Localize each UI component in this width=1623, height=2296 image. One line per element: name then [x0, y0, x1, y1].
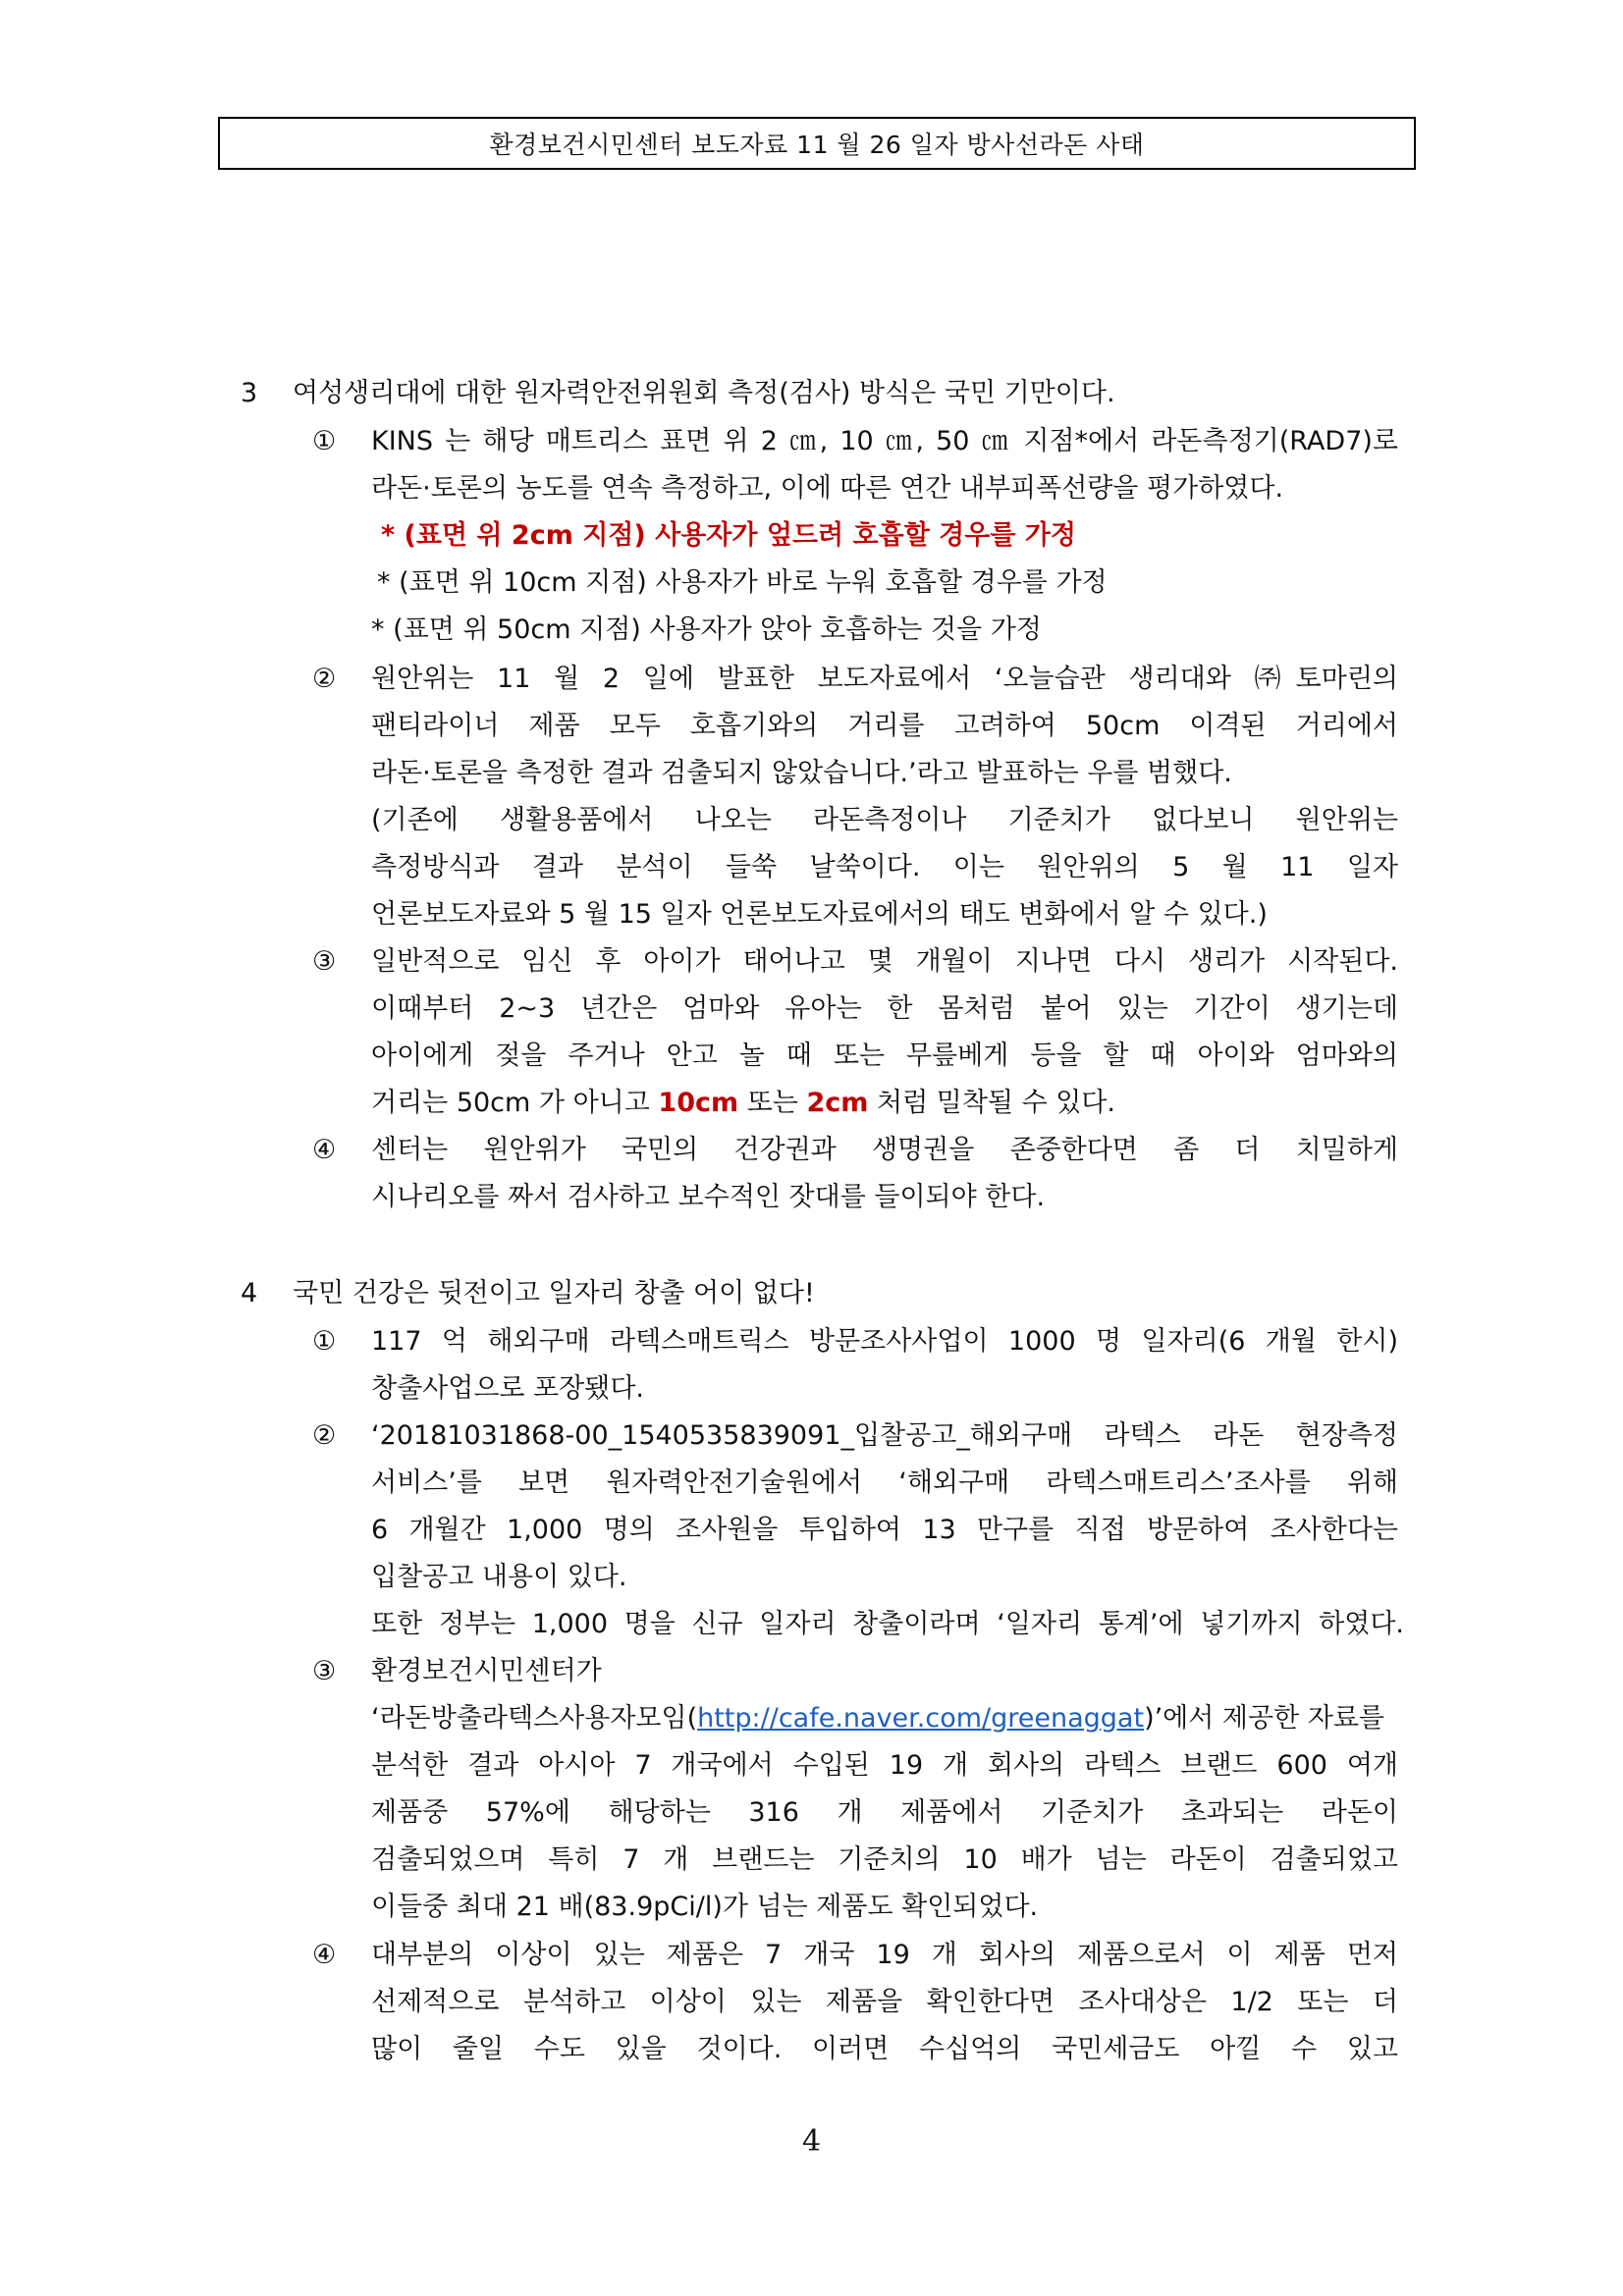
section-3-number: 3	[241, 378, 258, 408]
paragraph-line: 창출사업으로 포장됐다.	[371, 1373, 644, 1404]
paragraph-line: 제품중 57%에 해당하는 316 개 제품에서 기준치가 초과되는 라돈이	[371, 1797, 1398, 1828]
item-marker: ①	[312, 1326, 337, 1357]
paragraph-line: ‘20181031868-00_1540535839091_입찰공고_해외구매 라텍스 라돈 현장측정	[371, 1420, 1398, 1451]
note-line: * (표면 위 10cm 지점) 사용자가 바로 누워 호흡할 경우를 가정	[377, 567, 1108, 598]
cafe-link[interactable]: http://cafe.naver.com/greenaggat	[697, 1703, 1145, 1734]
paragraph-line: 대부분의 이상이 있는 제품은 7 개국 19 개 회사의 제품으로서 이 제품 먼저	[371, 1940, 1398, 1970]
item-marker: ②	[312, 664, 337, 694]
item-marker: ④	[312, 1940, 337, 1970]
section-4-heading: 국민 건강은 뒷전이고 일자리 창출 어이 없다!	[293, 1278, 815, 1308]
section-4-number: 4	[241, 1278, 258, 1308]
paragraph-line: 팬티라이너 제품 모두 호흡기와의 거리를 고려하여 50cm 이격된 거리에서	[371, 711, 1398, 741]
paragraph-line: 검출되었으며 특히 7 개 브랜드는 기준치의 10 배가 넘는 라돈이 검출되었고	[371, 1844, 1398, 1875]
paragraph-line: 117 억 해외구매 라텍스매트릭스 방문조사사업이 1000 명 일자리(6 개월 한시)	[371, 1326, 1398, 1357]
item-marker: ②	[312, 1420, 337, 1451]
paragraph-line: 아이에게 젖을 주거나 안고 놀 때 또는 무릎베게 등을 할 때 아이와 엄마와의	[371, 1041, 1398, 1071]
paragraph-line: 라돈·토론을 측정한 결과 검출되지 않았습니다.’라고 발표하는 우를 범했다.	[371, 758, 1232, 788]
text-segment: 처럼 밀착될 수 있다.	[868, 1088, 1115, 1118]
paragraph-line: 많이 줄일 수도 있을 것이다. 이러면 수십억의 국민세금도 아낄 수 있고	[371, 2034, 1398, 2064]
paragraph-line: 센터는 원안위가 국민의 건강권과 생명권을 존중한다면 좀 더 치밀하게	[371, 1135, 1398, 1165]
paragraph-line: 선제적으로 분석하고 이상이 있는 제품을 확인한다면 조사대상은 1/2 또는 더	[371, 1987, 1398, 2017]
paragraph-line: 라돈·토론의 농도를 연속 측정하고, 이에 따른 연간 내부피폭선량을 평가하였다.	[371, 473, 1284, 504]
paragraph-line: (기존에 생활용품에서 나오는 라돈측정이나 기준치가 없다보니 원안위는	[371, 805, 1398, 835]
paragraph-line: 일반적으로 임신 후 아이가 태어나고 몇 개월이 지나면 다시 생리가 시작된다.	[371, 946, 1398, 977]
page-number: 4	[801, 2124, 822, 2159]
item-marker: ③	[312, 1656, 337, 1686]
paragraph-line: 측정방식과 결과 분석이 들쑥 날쑥이다. 이는 원안위의 5 월 11 일자	[371, 852, 1398, 882]
item-marker: ③	[312, 946, 337, 977]
paragraph-line: 입찰공고 내용이 있다.	[371, 1562, 627, 1592]
paragraph-line: KINS 는 해당 매트리스 표면 위 2 ㎝, 10 ㎝, 50 ㎝ 지점*에서 라돈측정기(RAD7)로	[371, 426, 1398, 456]
highlight-10cm: 10cm	[658, 1088, 739, 1118]
text-segment: ‘라돈방출라텍스사용자모임(	[371, 1703, 698, 1734]
paragraph-line: 서비스’를 보면 원자력안전기술원에서 ‘해외구매 라텍스매트리스’조사를 위해	[371, 1468, 1398, 1498]
paragraph-line: 분석한 결과 아시아 7 개국에서 수입된 19 개 회사의 라텍스 브랜드 600 여개	[371, 1750, 1398, 1781]
text-segment: 거리는 50cm 가 아니고	[371, 1088, 659, 1118]
note-line-highlight: * (표면 위 2cm 지점) 사용자가 엎드려 호흡할 경우를 가정	[381, 520, 1076, 551]
paragraph-line: 환경보건시민센터가	[371, 1656, 602, 1686]
note-line: * (표면 위 50cm 지점) 사용자가 앉아 호흡하는 것을 가정	[371, 614, 1042, 645]
paragraph-line-mixed	[371, 1080, 1115, 1127]
paragraph-line: 언론보도자료와 5 월 15 일자 언론보도자료에서의 태도 변화에서 알 수 있다.)	[371, 899, 1268, 930]
paragraph-line: 또한 정부는 1,000 명을 신규 일자리 창출이라며 ‘일자리 통계’에 넣기까지 하였다.	[371, 1609, 1404, 1639]
item-marker: ④	[312, 1135, 337, 1165]
paragraph-line-link	[371, 1695, 1384, 1742]
text-segment: )’에서 제공한 자료를	[1144, 1703, 1384, 1734]
paragraph-line: 이때부터 2~3 년간은 엄마와 유아는 한 몸처럼 붙어 있는 기간이 생기는데	[371, 993, 1398, 1024]
highlight-2cm: 2cm	[806, 1088, 869, 1118]
paragraph-line: 시나리오를 짜서 검사하고 보수적인 잣대를 들이되야 한다.	[371, 1182, 1046, 1212]
paragraph-line: 이들중 최대 21 배(83.9pCi/l)가 넘는 제품도 확인되었다.	[371, 1892, 1039, 1922]
text-segment: 또는	[738, 1088, 807, 1118]
paragraph-line: 6 개월간 1,000 명의 조사원을 투입하여 13 만구를 직접 방문하여 조사한다는	[371, 1515, 1398, 1545]
paragraph-line: 원안위는 11 월 2 일에 발표한 보도자료에서 ‘오늘습관 생리대와 ㈜토마린의	[371, 664, 1398, 694]
header-title: 환경보건시민센터 보도자료 11 월 26 일자 방사선라돈 사태	[218, 117, 1416, 170]
section-3-heading: 여성생리대에 대한 원자력안전위원회 측정(검사) 방식은 국민 기만이다.	[293, 378, 1115, 408]
item-marker: ①	[312, 426, 337, 456]
